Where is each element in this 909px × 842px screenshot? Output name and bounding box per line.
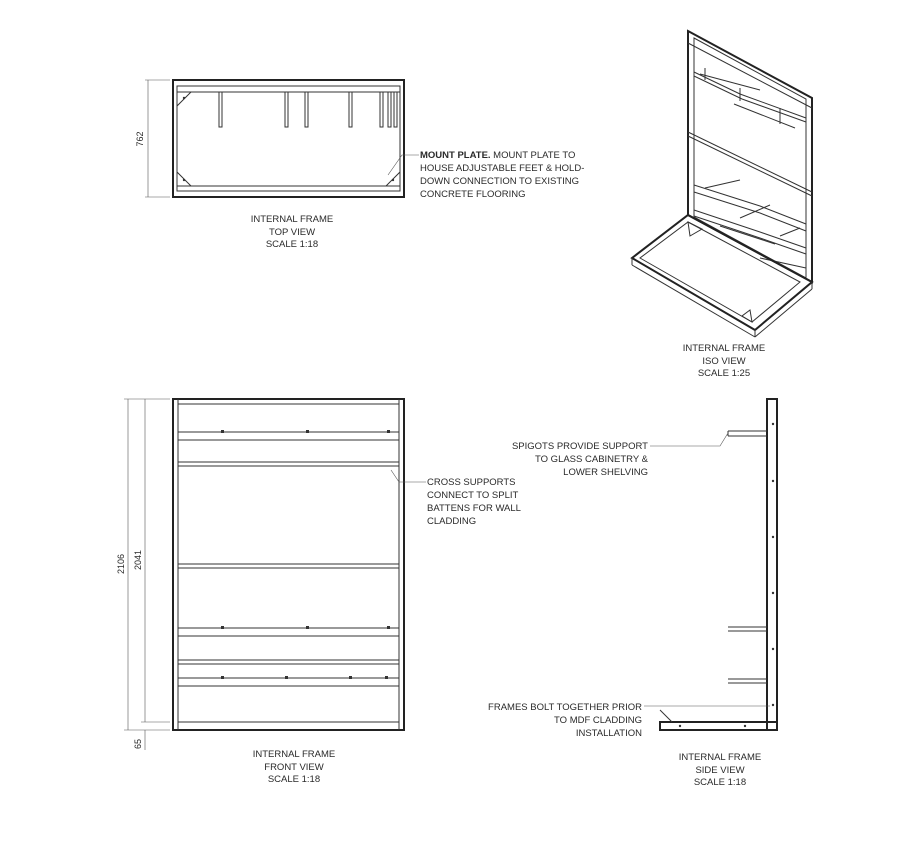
cross-supports-note-line1: CROSS SUPPORTS [427,477,516,488]
front-dim-inner: 2041 [133,549,143,571]
iso-view [632,31,812,379]
top-view [135,80,404,250]
cross-supports-note-line4: CLADDING [427,516,477,527]
top-view-dimension: 762 [135,131,145,147]
top-view-title: INTERNAL FRAME [250,214,334,225]
mount-plate-note-line1: MOUNT PLATE. MOUNT PLATE TO [420,150,576,161]
top-view-scale: SCALE 1:18 [265,239,319,250]
side-view-title: INTERNAL FRAME [678,752,762,763]
mount-plate-note-line3: DOWN CONNECTION TO EXISTING [420,176,580,187]
frames-bolt-note-line3: INSTALLATION [575,728,642,739]
mount-plate-note [388,150,584,200]
iso-view-title: INTERNAL FRAME [682,343,766,354]
front-view-scale: SCALE 1:18 [267,774,321,785]
spigots-note [512,433,728,478]
side-view-name: SIDE VIEW [695,765,745,776]
iso-view-scale: SCALE 1:25 [697,368,751,379]
front-view [116,399,404,785]
spigots-note-line3: LOWER SHELVING [563,467,648,478]
spigots-note-line2: TO GLASS CABINETRY & [535,454,648,465]
iso-view-name: ISO VIEW [702,356,746,367]
front-view-title: INTERNAL FRAME [252,749,336,760]
cross-supports-note-line2: CONNECT TO SPLIT [427,490,519,501]
side-view-scale: SCALE 1:18 [693,777,747,788]
cross-supports-note [391,470,521,527]
top-view-name: TOP VIEW [268,227,316,238]
mount-plate-note-line2: HOUSE ADJUSTABLE FEET & HOLD- [420,163,585,174]
spigots-note-line1: SPIGOTS PROVIDE SUPPORT [511,441,648,452]
frames-bolt-note-line1: FRAMES BOLT TOGETHER PRIOR [488,702,642,713]
front-view-name: FRONT VIEW [264,762,324,773]
front-dim-base: 65 [133,738,143,750]
front-dim-overall: 2106 [116,553,126,575]
frames-bolt-note [488,702,770,739]
side-view [660,399,777,788]
cross-supports-note-line3: BATTENS FOR WALL [427,503,521,514]
frames-bolt-note-line2: TO MDF CLADDING [554,715,642,726]
mount-plate-note-line4: CONCRETE FLOORING [420,189,526,200]
